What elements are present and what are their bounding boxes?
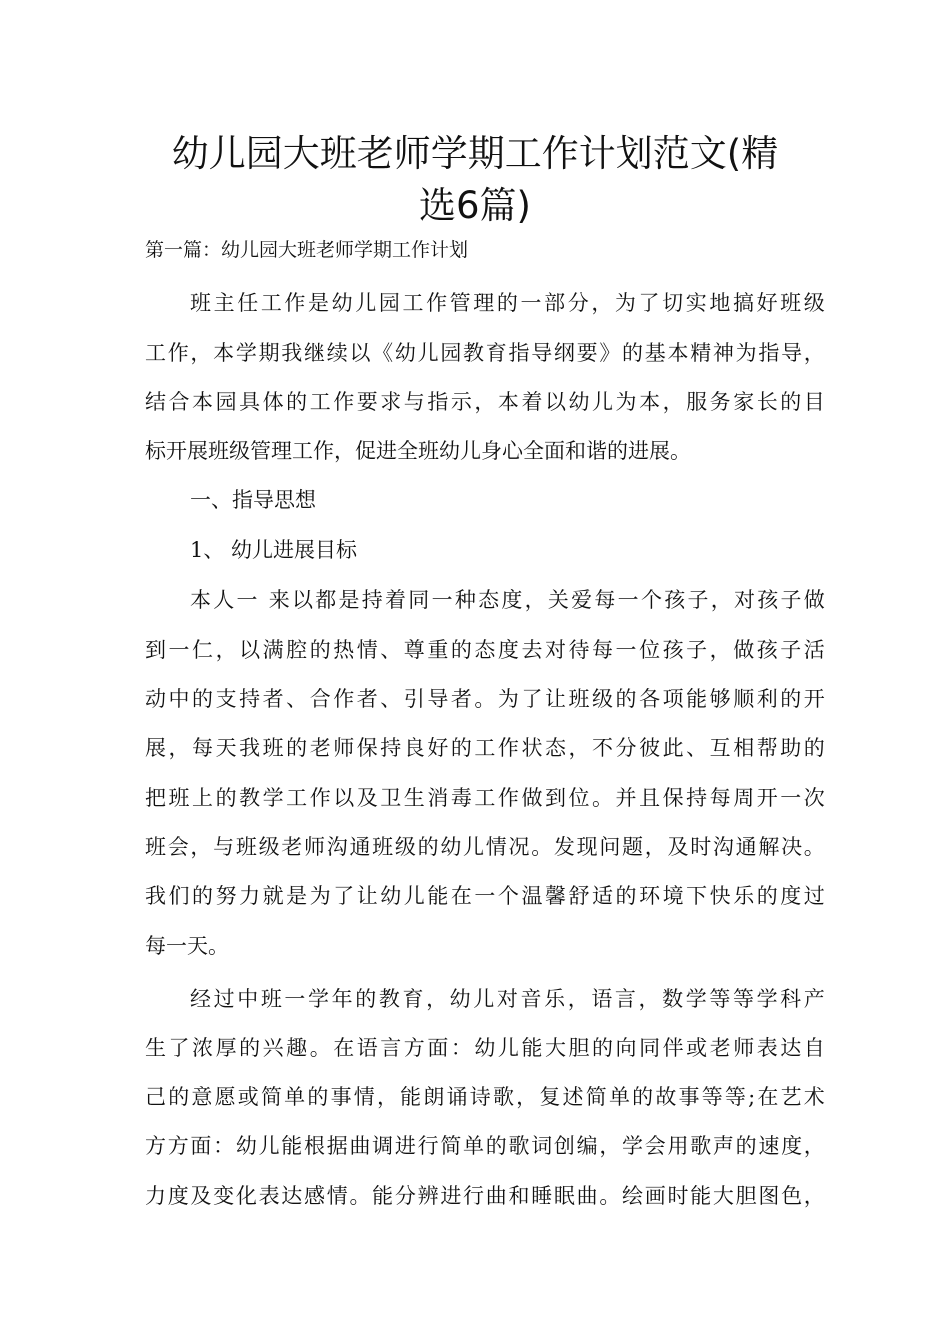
paragraph-line: 班会，与班级老师沟通班级的幼儿情况。发现问题，及时沟通解决。: [145, 835, 825, 859]
paragraph-line: 方方面：幼儿能根据曲调进行简单的歌词创编，学会用歌声的速度，: [145, 1134, 825, 1158]
paragraph-line: 力度及变化表达感情。能分辨进行曲和睡眠曲。绘画时能大胆图色，: [145, 1184, 825, 1208]
section-title: 一、指导思想: [190, 488, 316, 512]
paragraph-line: 生了浓厚的兴趣。在语言方面：幼儿能大胆的向同伴或老师表达自: [145, 1036, 825, 1060]
paragraph-line: 结合本园具体的工作要求与指示，本着以幼儿为本，服务家长的目: [145, 390, 825, 414]
title-line-1: 幼儿园大班老师学期工作计划范文(精: [171, 132, 779, 175]
document-title: [120, 128, 830, 232]
paragraph-line: 展，每天我班的老师保持良好的工作状态，不分彼此、互相帮助的: [145, 736, 825, 760]
paragraph-line: 到一仁，以满腔的热情、尊重的态度去对待每一位孩子，做孩子活: [145, 638, 825, 662]
section-heading: 第一篇：幼儿园大班老师学期工作计划: [145, 239, 469, 261]
paragraph-line: 每一天。: [145, 934, 229, 958]
paragraph-line: 班主任工作是幼儿园工作管理的一部分，为了切实地搞好班级: [190, 291, 825, 315]
paragraph-line: 工作，本学期我继续以《幼儿园教育指导纲要》的基本精神为指导，: [145, 341, 825, 365]
paragraph-line: 标开展班级管理工作，促进全班幼儿身心全面和谐的进展。: [145, 439, 691, 463]
paragraph-line: 我们的努力就是为了让幼儿能在一个温馨舒适的环境下快乐的度过: [145, 884, 825, 908]
paragraph-line: 动中的支持者、合作者、引导者。为了让班级的各项能够顺利的开: [145, 687, 825, 711]
paragraph-line: 经过中班一学年的教育，幼儿对音乐，语言，数学等等学科产: [190, 987, 825, 1011]
paragraph-line: 本人一 来以都是持着同一种态度，关爱每一个孩子，对孩子做: [190, 588, 825, 612]
paragraph-line: 把班上的教学工作以及卫生消毒工作做到位。并且保持每周开一次: [145, 786, 825, 810]
subsection-title: 1、 幼儿进展目标: [190, 538, 358, 562]
title-line-2: 选6篇): [419, 184, 531, 227]
paragraph-line: 己的意愿或简单的事情，能朗诵诗歌，复述简单的故事等等;在艺术: [145, 1085, 825, 1109]
